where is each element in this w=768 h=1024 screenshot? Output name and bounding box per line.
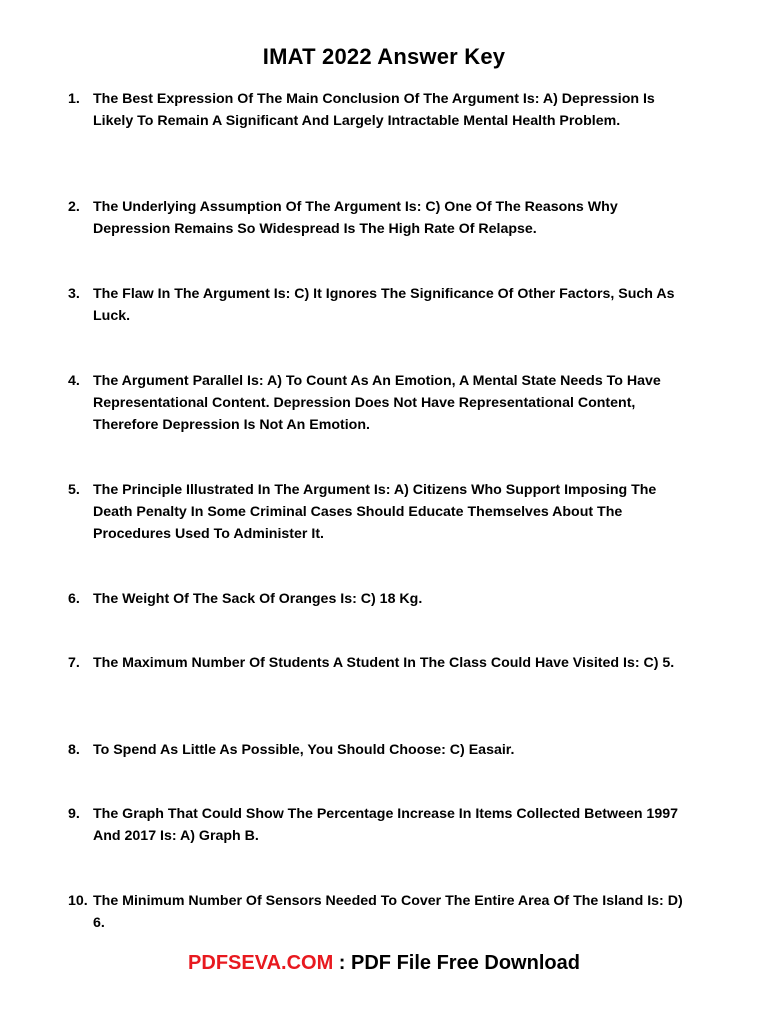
list-item — [68, 88, 688, 132]
list-item — [68, 479, 688, 545]
item-text: The Weight Of The Sack Of Oranges Is: C) 18 Kg. — [93, 591, 423, 607]
item-text: The Flaw In The Argument Is: C) It Ignores The Significance Of Other Factors, Such As Luck. — [93, 286, 675, 324]
item-number: 10. — [68, 893, 88, 909]
list-item — [68, 890, 688, 934]
item-number: 1. — [68, 91, 80, 107]
item-text: The Graph That Could Show The Percentage Increase In Items Collected Between 1997 And 2017 Is: A) Graph B. — [93, 806, 678, 844]
item-number: 8. — [68, 742, 80, 758]
footer-tagline: : PDF File Free Download — [333, 952, 580, 974]
list-item — [68, 283, 688, 327]
item-text: The Principle Illustrated In The Argument Is: A) Citizens Who Support Imposing The Death Penalty In Some Criminal Cases Should Educate Themselves About The Procedures Used To Administer It. — [93, 482, 657, 542]
list-item — [68, 803, 688, 847]
footer-banner — [0, 952, 768, 975]
list-item — [68, 588, 688, 610]
item-number: 6. — [68, 591, 80, 607]
list-item — [68, 739, 688, 761]
item-text: The Argument Parallel Is: A) To Count As An Emotion, A Mental State Needs To Have Representational Content. Depression Does Not Have Representational Content, Therefore Depression Is Not An Emotion. — [93, 373, 661, 433]
list-item — [68, 652, 688, 674]
item-text: The Underlying Assumption Of The Argument Is: C) One Of The Reasons Why Depression Remains So Widespread Is The High Rate Of Relapse. — [93, 199, 618, 237]
item-text: The Minimum Number Of Sensors Needed To Cover The Entire Area Of The Island Is: D) 6. — [93, 893, 683, 931]
item-text: To Spend As Little As Possible, You Should Choose: C) Easair. — [93, 742, 515, 758]
item-number: 3. — [68, 286, 80, 302]
item-text: The Maximum Number Of Students A Student In The Class Could Have Visited Is: C) 5. — [93, 655, 675, 671]
list-item — [68, 370, 688, 436]
item-number: 9. — [68, 806, 80, 822]
footer-brand-link[interactable]: PDFSEVA.COM — [188, 952, 334, 974]
item-number: 5. — [68, 482, 80, 498]
item-number: 4. — [68, 373, 80, 389]
page-title: IMAT 2022 Answer Key — [262, 44, 506, 69]
item-number: 2. — [68, 199, 80, 215]
list-item — [68, 196, 688, 240]
item-text: The Best Expression Of The Main Conclusion Of The Argument Is: A) Depression Is Likely To Remain A Significant And Largely Intractable Mental Health Problem. — [93, 91, 655, 129]
item-number: 7. — [68, 655, 80, 671]
